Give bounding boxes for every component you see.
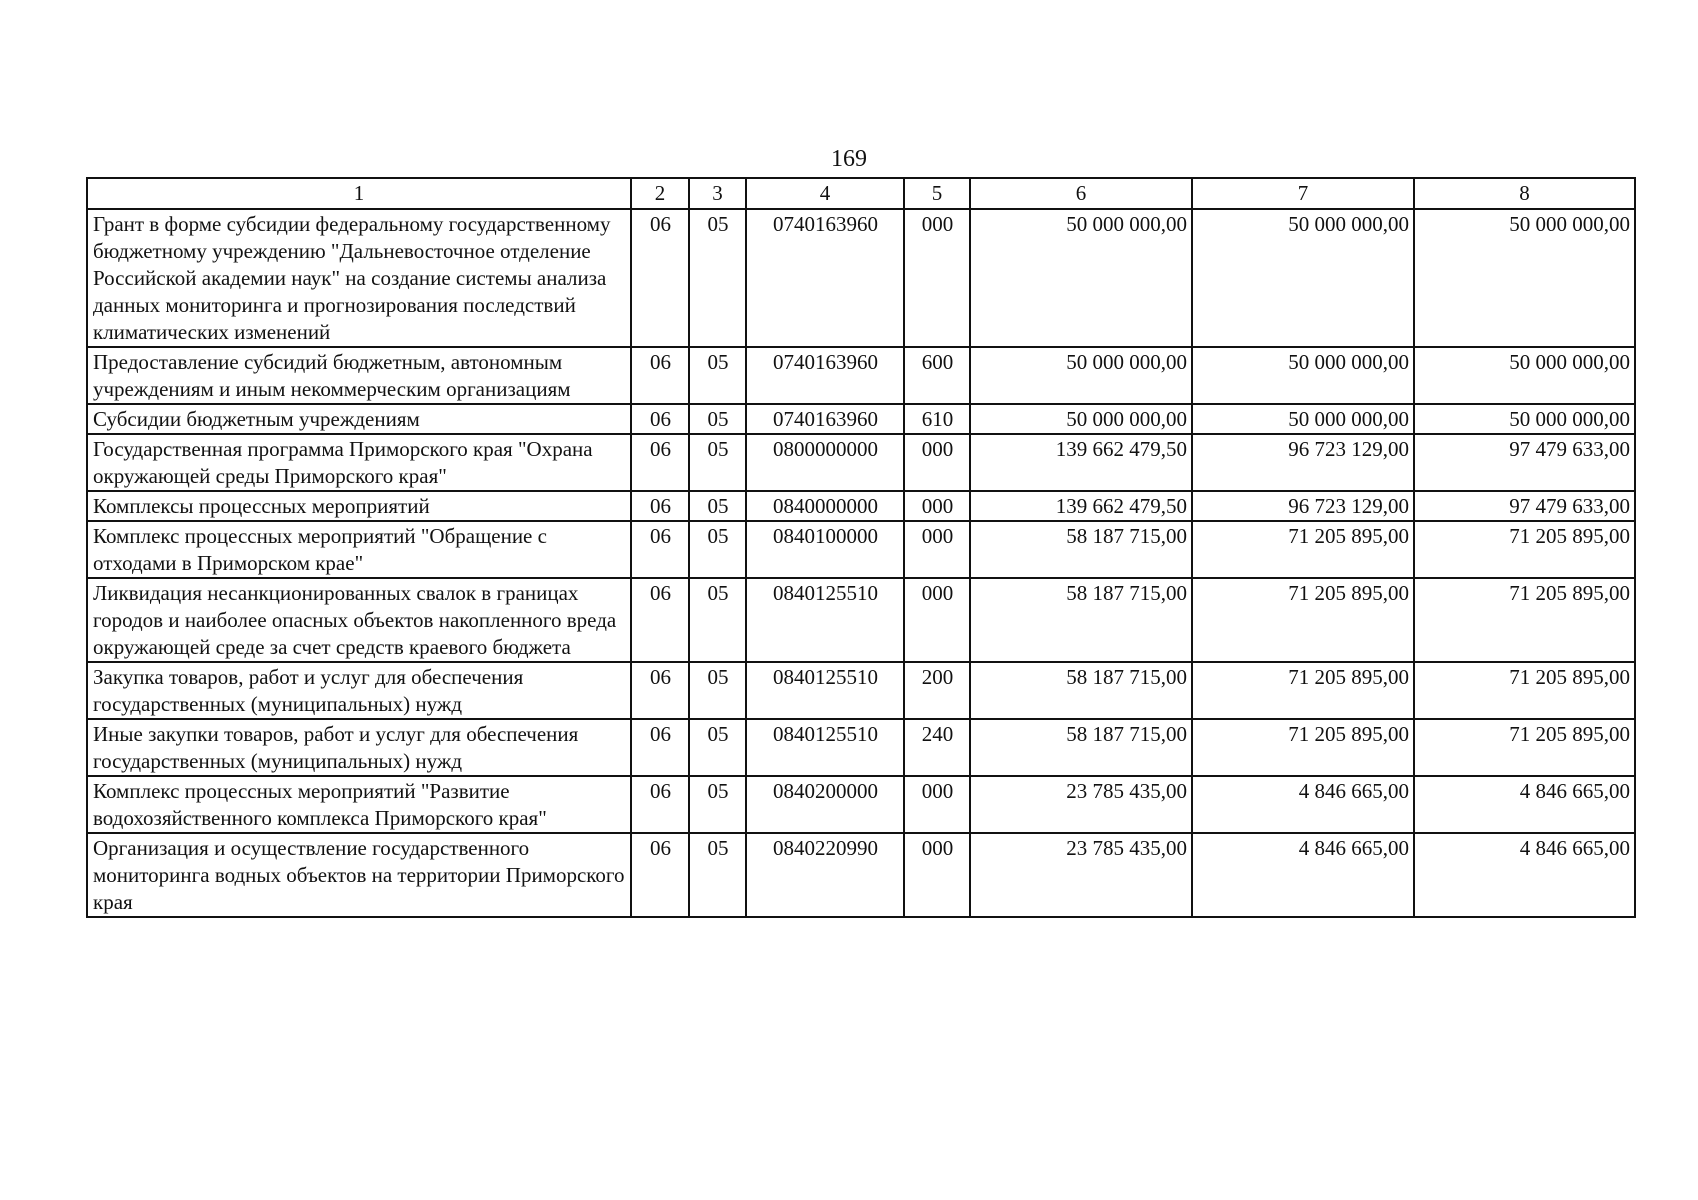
row-subsection-cell: 05 xyxy=(689,521,746,578)
row-target-article-cell: 0840000000 xyxy=(746,491,904,521)
row-expense-type-cell: 000 xyxy=(904,209,970,347)
table-row xyxy=(87,491,1635,521)
row-expense-type-cell: 000 xyxy=(904,578,970,662)
table-row xyxy=(87,347,1635,404)
row-amount-col7-cell: 50 000 000,00 xyxy=(1192,347,1414,404)
row-name-cell: Комплекс процессных мероприятий "Обращение с отходами в Приморском крае" xyxy=(87,521,631,578)
row-amount-col6-cell: 50 000 000,00 xyxy=(970,209,1192,347)
row-expense-type-cell: 200 xyxy=(904,662,970,719)
row-subsection-cell: 05 xyxy=(689,347,746,404)
row-amount-col7-cell: 4 846 665,00 xyxy=(1192,776,1414,833)
row-section-cell: 06 xyxy=(631,434,689,491)
row-amount-col8-cell: 4 846 665,00 xyxy=(1414,776,1635,833)
row-section-cell: 06 xyxy=(631,347,689,404)
row-amount-col7-cell: 4 846 665,00 xyxy=(1192,833,1414,917)
row-section-cell: 06 xyxy=(631,209,689,347)
row-section-cell: 06 xyxy=(631,578,689,662)
row-amount-col7-cell: 96 723 129,00 xyxy=(1192,491,1414,521)
table-row xyxy=(87,209,1635,347)
table-row xyxy=(87,833,1635,917)
page-number: 169 xyxy=(831,146,867,172)
row-amount-col6-cell: 58 187 715,00 xyxy=(970,578,1192,662)
row-target-article-cell: 0740163960 xyxy=(746,347,904,404)
table-header-row xyxy=(87,178,1635,209)
row-section-cell: 06 xyxy=(631,521,689,578)
row-amount-col8-cell: 50 000 000,00 xyxy=(1414,209,1635,347)
row-expense-type-cell: 610 xyxy=(904,404,970,434)
row-amount-col7-cell: 71 205 895,00 xyxy=(1192,578,1414,662)
row-section-cell: 06 xyxy=(631,776,689,833)
table-body xyxy=(87,209,1635,917)
row-subsection-cell: 05 xyxy=(689,209,746,347)
table-row xyxy=(87,521,1635,578)
row-amount-col6-cell: 58 187 715,00 xyxy=(970,719,1192,776)
row-target-article-cell: 0740163960 xyxy=(746,404,904,434)
row-amount-col7-cell: 50 000 000,00 xyxy=(1192,404,1414,434)
row-amount-col7-cell: 71 205 895,00 xyxy=(1192,719,1414,776)
row-subsection-cell: 05 xyxy=(689,719,746,776)
row-section-cell: 06 xyxy=(631,662,689,719)
row-expense-type-cell: 000 xyxy=(904,776,970,833)
row-target-article-cell: 0840125510 xyxy=(746,578,904,662)
row-amount-col7-cell: 71 205 895,00 xyxy=(1192,521,1414,578)
header-col-4: 4 xyxy=(746,178,904,209)
table-row xyxy=(87,404,1635,434)
row-amount-col8-cell: 71 205 895,00 xyxy=(1414,719,1635,776)
row-amount-col7-cell: 71 205 895,00 xyxy=(1192,662,1414,719)
row-amount-col6-cell: 139 662 479,50 xyxy=(970,434,1192,491)
row-name-cell: Грант в форме субсидии федеральному государственному бюджетному учреждению "Дальневосточное отделение Российской академии наук" на создание системы анализа данных мониторинга и прогнозирования последствий климатических изменений xyxy=(87,209,631,347)
row-amount-col7-cell: 50 000 000,00 xyxy=(1192,209,1414,347)
row-name-cell: Ликвидация несанкционированных свалок в границах городов и наиболее опасных объектов накопленного вреда окружающей среде за счет средств краевого бюджета xyxy=(87,578,631,662)
table-row xyxy=(87,662,1635,719)
row-subsection-cell: 05 xyxy=(689,833,746,917)
row-amount-col6-cell: 139 662 479,50 xyxy=(970,491,1192,521)
row-name-cell: Комплексы процессных мероприятий xyxy=(87,491,631,521)
row-amount-col8-cell: 71 205 895,00 xyxy=(1414,662,1635,719)
table-row xyxy=(87,578,1635,662)
table-row xyxy=(87,776,1635,833)
header-col-3: 3 xyxy=(689,178,746,209)
row-amount-col6-cell: 50 000 000,00 xyxy=(970,347,1192,404)
row-subsection-cell: 05 xyxy=(689,434,746,491)
header-col-7: 7 xyxy=(1192,178,1414,209)
row-target-article-cell: 0840125510 xyxy=(746,662,904,719)
row-amount-col8-cell: 50 000 000,00 xyxy=(1414,347,1635,404)
row-name-cell: Комплекс процессных мероприятий "Развитие водохозяйственного комплекса Приморского края" xyxy=(87,776,631,833)
row-amount-col6-cell: 58 187 715,00 xyxy=(970,662,1192,719)
row-expense-type-cell: 000 xyxy=(904,491,970,521)
row-target-article-cell: 0840220990 xyxy=(746,833,904,917)
row-amount-col6-cell: 23 785 435,00 xyxy=(970,833,1192,917)
row-amount-col8-cell: 71 205 895,00 xyxy=(1414,578,1635,662)
row-name-cell: Субсидии бюджетным учреждениям xyxy=(87,404,631,434)
row-target-article-cell: 0840100000 xyxy=(746,521,904,578)
row-expense-type-cell: 240 xyxy=(904,719,970,776)
row-expense-type-cell: 000 xyxy=(904,833,970,917)
header-col-2: 2 xyxy=(631,178,689,209)
row-amount-col6-cell: 58 187 715,00 xyxy=(970,521,1192,578)
table-row xyxy=(87,719,1635,776)
row-amount-col8-cell: 4 846 665,00 xyxy=(1414,833,1635,917)
row-amount-col8-cell: 97 479 633,00 xyxy=(1414,491,1635,521)
table-row xyxy=(87,434,1635,491)
row-amount-col7-cell: 96 723 129,00 xyxy=(1192,434,1414,491)
row-amount-col8-cell: 71 205 895,00 xyxy=(1414,521,1635,578)
row-target-article-cell: 0840200000 xyxy=(746,776,904,833)
row-target-article-cell: 0840125510 xyxy=(746,719,904,776)
row-name-cell: Организация и осуществление государственного мониторинга водных объектов на территории Приморского края xyxy=(87,833,631,917)
row-subsection-cell: 05 xyxy=(689,404,746,434)
row-expense-type-cell: 000 xyxy=(904,521,970,578)
row-name-cell: Иные закупки товаров, работ и услуг для обеспечения государственных (муниципальных) нужд xyxy=(87,719,631,776)
row-expense-type-cell: 600 xyxy=(904,347,970,404)
row-amount-col8-cell: 97 479 633,00 xyxy=(1414,434,1635,491)
row-section-cell: 06 xyxy=(631,491,689,521)
row-name-cell: Закупка товаров, работ и услуг для обеспечения государственных (муниципальных) нужд xyxy=(87,662,631,719)
row-subsection-cell: 05 xyxy=(689,491,746,521)
row-subsection-cell: 05 xyxy=(689,578,746,662)
row-subsection-cell: 05 xyxy=(689,662,746,719)
header-col-1: 1 xyxy=(87,178,631,209)
row-section-cell: 06 xyxy=(631,719,689,776)
row-expense-type-cell: 000 xyxy=(904,434,970,491)
row-name-cell: Предоставление субсидий бюджетным, автономным учреждениям и иным некоммерческим организациям xyxy=(87,347,631,404)
header-col-6: 6 xyxy=(970,178,1192,209)
row-subsection-cell: 05 xyxy=(689,776,746,833)
row-section-cell: 06 xyxy=(631,404,689,434)
header-col-5: 5 xyxy=(904,178,970,209)
row-amount-col6-cell: 50 000 000,00 xyxy=(970,404,1192,434)
row-amount-col8-cell: 50 000 000,00 xyxy=(1414,404,1635,434)
row-target-article-cell: 0740163960 xyxy=(746,209,904,347)
row-name-cell: Государственная программа Приморского края "Охрана окружающей среды Приморского края" xyxy=(87,434,631,491)
budget-table xyxy=(86,177,1636,918)
row-amount-col6-cell: 23 785 435,00 xyxy=(970,776,1192,833)
row-target-article-cell: 0800000000 xyxy=(746,434,904,491)
header-col-8: 8 xyxy=(1414,178,1635,209)
row-section-cell: 06 xyxy=(631,833,689,917)
